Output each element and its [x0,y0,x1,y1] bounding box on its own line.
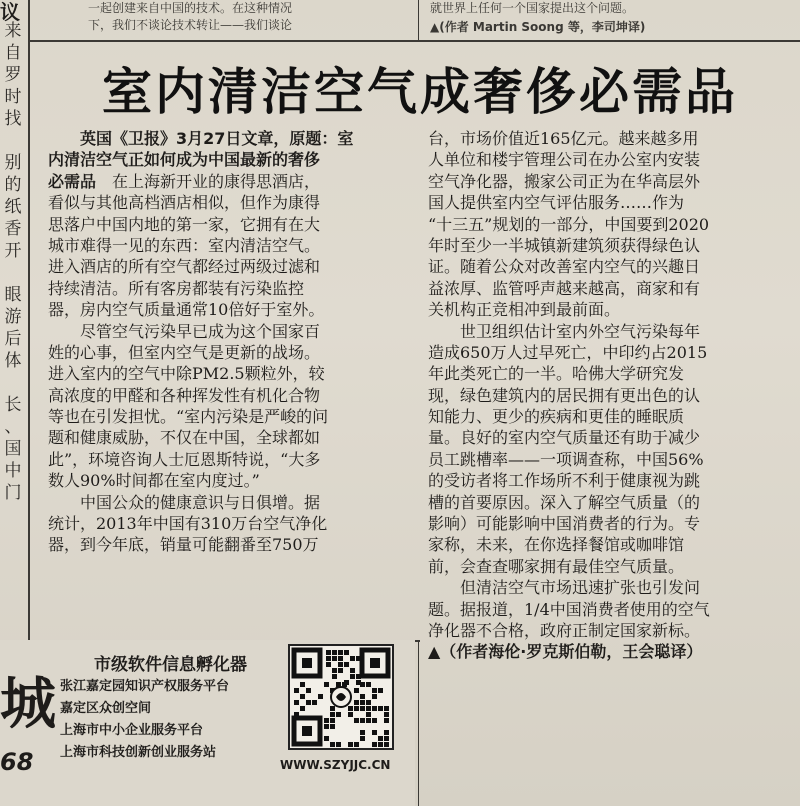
qr-module [350,656,355,661]
qr-module [360,718,365,723]
article-line-text: 益浓厚、监管呼声越来越高，商家和有 [428,278,701,298]
ad-big-glyph: 城 [0,672,56,737]
advertisement [0,640,415,806]
article-line-text: 家称，未来，在你选择餐馆或咖啡馆 [428,535,685,555]
qr-module [360,700,365,705]
fragment-line: 下，我们不谈论技术转让——我们谈论 [88,18,293,32]
ad-line: 上海市中小企业服务平台 [60,723,204,738]
article-line [48,385,416,406]
qr-module [348,706,353,711]
article-line [428,492,796,513]
margin-glyph: 来 [4,21,22,41]
margin-glyph: 中 [4,461,22,481]
qr-module [378,742,383,747]
margin-glyph: 罗 [4,65,22,85]
qr-module [336,712,341,717]
qr-module [332,656,337,661]
qr-module [336,742,341,747]
article-line-text: 等也在引发担忧。“室内污染是严峻的问 [48,407,329,427]
qr-module [354,718,359,723]
article-line-text: 统计，2013年中国有310万台空气净化 [48,514,328,534]
article-line [428,149,796,170]
left-column-rule [28,0,30,640]
article-line [428,577,796,598]
qr-module [330,718,335,723]
qr-module [306,688,311,693]
article-line [428,256,796,277]
margin-glyph [0,372,26,394]
previous-article-fragment [88,0,408,34]
qr-module [330,724,335,729]
qr-module [372,742,377,747]
qr-module [344,650,349,655]
ad-url: WWW.SZYJJC.CN [280,758,391,772]
ad-title: 市级软件信息孵化器 [94,655,247,675]
article-line-text: 前，会查查哪家拥有最佳空气质量。 [428,556,685,576]
article-line-text: 净化器不合格，政府正制定国家新标。 [428,620,701,640]
article-line-text: 中国公众的健康意识与日俱增。据 [80,492,321,512]
article-line [428,363,796,384]
article-line-text: 台，市场价值近165亿元。越来越多用 [428,129,699,148]
ad-line: 上海市科技创新创业服务站 [60,745,217,760]
qr-module [338,668,343,673]
qr-module [354,742,359,747]
qr-module [384,742,389,747]
qr-module [350,668,355,673]
qr-module [366,712,371,717]
article-line [48,513,416,534]
article-line [48,256,416,277]
article-line [48,128,416,149]
qr-module [324,724,329,729]
margin-glyph: 的 [4,175,22,195]
article-line-text: 影响）可能影响中国消费者的行为。专 [428,514,701,534]
article-line-text: 看似与其他高档酒店相似，但作为康得 [48,193,321,213]
article-line-text: 现，绿色建筑内的居民拥有更出色的认 [428,385,701,405]
previous-byline: ▲(作者 Martin Soong 等，李司坤译) [430,20,646,34]
previous-article-right [430,0,790,36]
margin-glyph: 眼 [4,285,22,305]
margin-glyph: 国 [4,439,22,459]
article-column-right [428,128,796,663]
article-column-left [48,128,416,556]
qr-module [384,712,389,717]
article-line-text: 国人提供室内空气评估服务……作为 [428,193,685,213]
qr-module [318,694,323,699]
article-line-text: 内清洁空气正如何成为中国最新的奢侈 [48,150,321,170]
qr-module [366,718,371,723]
article-line-text: 器，到今年底，销量可能翻番至750万 [48,535,319,555]
article-line [428,128,796,149]
qr-module [326,662,331,667]
qr-module [372,718,377,723]
qr-module [312,700,317,705]
article-line-text: 在上海新开业的康得思酒店， [96,171,321,191]
article-line-text: 年此类死亡的一半。哈佛大学研究发 [428,364,685,384]
qr-module [378,688,383,693]
qr-module [338,650,343,655]
ad-service-list [60,676,229,764]
qr-module [384,736,389,741]
qr-code-pattern [290,646,392,748]
qr-module [300,694,305,699]
qr-module [366,700,371,705]
left-margin-fragment [0,20,26,504]
qr-module [356,674,361,679]
qr-module [294,688,299,693]
article-line-text: 题和健康威胁，不仅在中国，全球都如 [48,428,321,448]
article-line-text: 此”，环境咨询人士厄恩斯特说，“大多 [48,449,321,469]
ad-side-rule [418,640,419,806]
article-line [48,321,416,342]
margin-glyph: 自 [4,43,22,63]
qr-code[interactable] [288,644,394,750]
margin-glyph: 游 [4,307,22,327]
article-line [48,214,416,235]
top-divider [30,40,800,42]
article-line [428,321,796,342]
article-line [428,427,796,448]
margin-glyph: 别 [4,153,22,173]
qr-module [350,674,355,679]
article-line-text: 量。良好的室内空气质量还有助于减少 [428,428,701,448]
qr-module [356,680,361,685]
qr-module [338,656,343,661]
article-line-text: 世卫组织估计室内外空气污染每年 [460,321,701,341]
article-line-text: 造成650万人过早死亡，中印约占2015 [428,342,708,362]
fragment-line: 就世界上任何一个国家提出这个问题。 [430,1,635,15]
article-headline: 室内清洁空气成奢侈必需品 [102,63,738,121]
article-line [48,342,416,363]
qr-module [294,700,299,705]
article-line-text: 空气净化器，搬家公司正为在华高层外 [428,171,701,191]
qr-module [360,736,365,741]
qr-module [324,736,329,741]
article-line-text: 思落户中国内地的第一家，它拥有在大 [48,214,321,234]
qr-module [372,688,377,693]
qr-module [360,694,365,699]
article-line [48,278,416,299]
article-line [428,620,796,641]
article-line [428,214,796,235]
qr-module [366,682,371,687]
article-line [428,513,796,534]
article-line-text: 关机构正竞相冲到最前面。 [428,300,621,320]
left-top-fragment: 议 [0,0,20,24]
qr-module [372,730,377,735]
margin-glyph: 时 [4,87,22,107]
article-line [48,363,416,384]
article-line [428,171,796,192]
ad-number: 68 [0,748,34,776]
article-line-text: 人单位和楼宇管理公司在办公室内安装 [428,150,701,170]
margin-glyph [0,130,26,152]
article-line [428,278,796,299]
article-line-text: 姓的心事，但室内空气是更新的战场。 [48,342,321,362]
article-line [48,406,416,427]
article-line-text: 高浓度的甲醛和各种挥发性有机化合物 [48,385,321,405]
article-line-text: “十三五”规划的一部分，中国要到2020 [428,214,710,234]
qr-module [332,674,337,679]
article-line [428,470,796,491]
article-line-text: 必需品 [48,171,97,191]
qr-module [330,712,335,717]
qr-module [300,706,305,711]
article-line-text: 槽的首要原因。深入了解空气质量（的 [428,492,701,512]
article-line [428,385,796,406]
qr-module [372,706,377,711]
article-line [48,470,416,491]
article-line [428,599,796,620]
qr-module [348,712,353,717]
margin-glyph: 门 [4,483,22,503]
qr-module [354,700,359,705]
article-line [48,449,416,470]
ad-line: 嘉定区众创空间 [60,701,152,716]
article-line-text: 英国《卫报》3月27日文章，原题：室 [80,129,354,148]
article-line [428,556,796,577]
margin-glyph: 后 [4,329,22,349]
qr-module [354,688,359,693]
qr-module [378,706,383,711]
article-line [48,427,416,448]
qr-module [372,694,377,699]
margin-glyph: 、 [4,417,22,437]
article-line [48,492,416,513]
article-line [428,342,796,363]
article-line [428,192,796,213]
qr-module [384,730,389,735]
article-line [428,235,796,256]
qr-module [324,682,329,687]
article-line-text: 员工跳槽率——一项调查称，中国56% [428,449,704,469]
qr-module [360,706,365,711]
qr-module [324,718,329,723]
article-line-text: 年时至少一半城镇新建筑须获得绿色认 [428,235,701,255]
article-line [48,171,416,192]
qr-module [332,668,337,673]
article-line [48,192,416,213]
margin-glyph: 长 [4,395,22,415]
qr-module [300,682,305,687]
article-line [48,149,416,170]
qr-module [326,650,331,655]
margin-glyph: 找 [4,109,22,129]
margin-glyph: 体 [4,351,22,371]
qr-module [356,656,361,661]
article-line-text: 进入酒店的所有空气都经过两级过滤和 [48,257,321,277]
article-line [48,534,416,555]
article-line-text: 但清洁空气市场迅速扩张也引发问 [460,578,701,598]
article-line-text: 进入室内的空气中除PM2.5颗粒外，较 [48,364,325,384]
article-line [48,299,416,320]
margin-glyph: 纸 [4,197,22,217]
qr-module [332,650,337,655]
qr-module [384,718,389,723]
article-line-text: 城市难得一见的东西：室内清洁空气。 [48,235,321,255]
ad-line: 张江嘉定园知识产权服务平台 [60,679,230,694]
article-line-text: 证。随着公众对改善室内空气的兴趣日 [428,257,701,277]
qr-module [348,742,353,747]
qr-module [330,742,335,747]
margin-glyph: 香 [4,219,22,239]
margin-glyph: 开 [4,241,22,261]
qr-module [294,712,299,717]
article-line [428,534,796,555]
qr-module [344,680,349,685]
fragment-line: 一起创建来自中国的技术。在这种情况 [88,1,293,15]
margin-glyph [0,262,26,284]
qr-module [344,662,349,667]
article-line-text: 尽管空气污染早已成为这个国家百 [80,321,321,341]
article-line [428,449,796,470]
article-line-text: 器，房内空气质量通常10倍好于室外。 [48,300,325,320]
article-byline: ▲（作者海伦·罗克斯伯勒，王会聪译） [428,642,703,662]
article-line-text: 知能力、更少的疾病和更佳的睡眠质 [428,407,685,427]
qr-module [384,706,389,711]
article-line-text: 数人90%时间都在室内度过。” [48,471,260,491]
article-line-text: 题。据报道，1/4中国消费者使用的空气 [428,599,710,619]
qr-module [366,706,371,711]
qr-module [360,730,365,735]
qr-module [330,706,335,711]
article-line [428,406,796,427]
qr-module [338,662,343,667]
article-line [428,299,796,320]
qr-module [306,700,311,705]
article-line-text: 持续清洁。所有客房都装有污染监控 [48,278,305,298]
article-line [48,235,416,256]
qr-module [378,736,383,741]
top-column-rule [418,0,419,40]
qr-module [326,656,331,661]
article-line-text: 的受访者将工作场所不利于健康视为跳 [428,471,701,491]
qr-module [354,706,359,711]
